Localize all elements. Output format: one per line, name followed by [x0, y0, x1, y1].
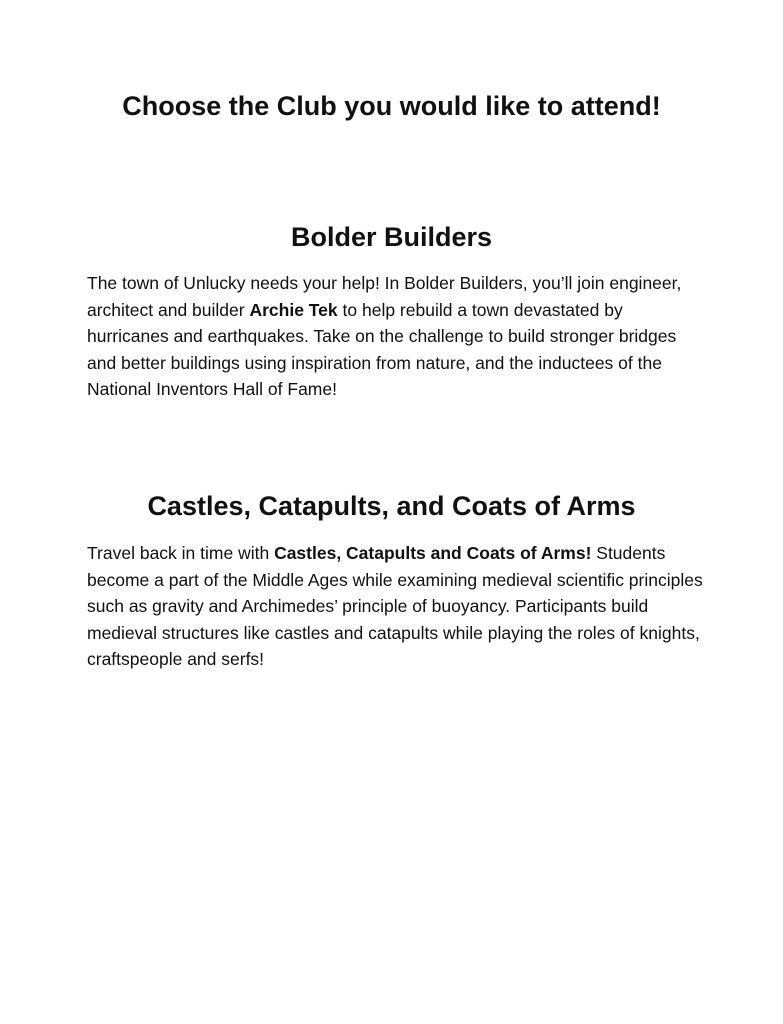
- club-description-bolder-builders: [87, 270, 707, 403]
- description-text: Students become a part of the Middle Ages while examining medieval scientific principles such as gravity and Archimedes’ principle of buoyancy. Participants build medieval structures like castles and catapults while playing the roles of knights, craftspeople and serfs!: [87, 543, 703, 669]
- description-bold-name: Castles, Catapults and Coats of Arms!: [274, 543, 592, 563]
- description-text: Travel back in time with: [87, 543, 275, 563]
- club-description-castles: [87, 540, 707, 673]
- description-text: The town of Unlucky needs your help! In Bolder Builders, you’ll join engineer, architect and builder: [87, 273, 682, 320]
- club-heading-castles: Castles, Catapults, and Coats of Arms: [147, 491, 636, 521]
- page-title: Choose the Club you would like to attend!: [122, 91, 661, 121]
- description-text: to help rebuild a town devastated by hurricanes and earthquakes. Take on the challenge to build stronger bridges and better buildings using inspiration from nature, and the inductees of the National Inventors Hall of Fame!: [87, 299, 677, 399]
- club-heading-bolder-builders: Bolder Builders: [290, 222, 493, 252]
- description-bold-name: Archie Tek: [249, 299, 338, 320]
